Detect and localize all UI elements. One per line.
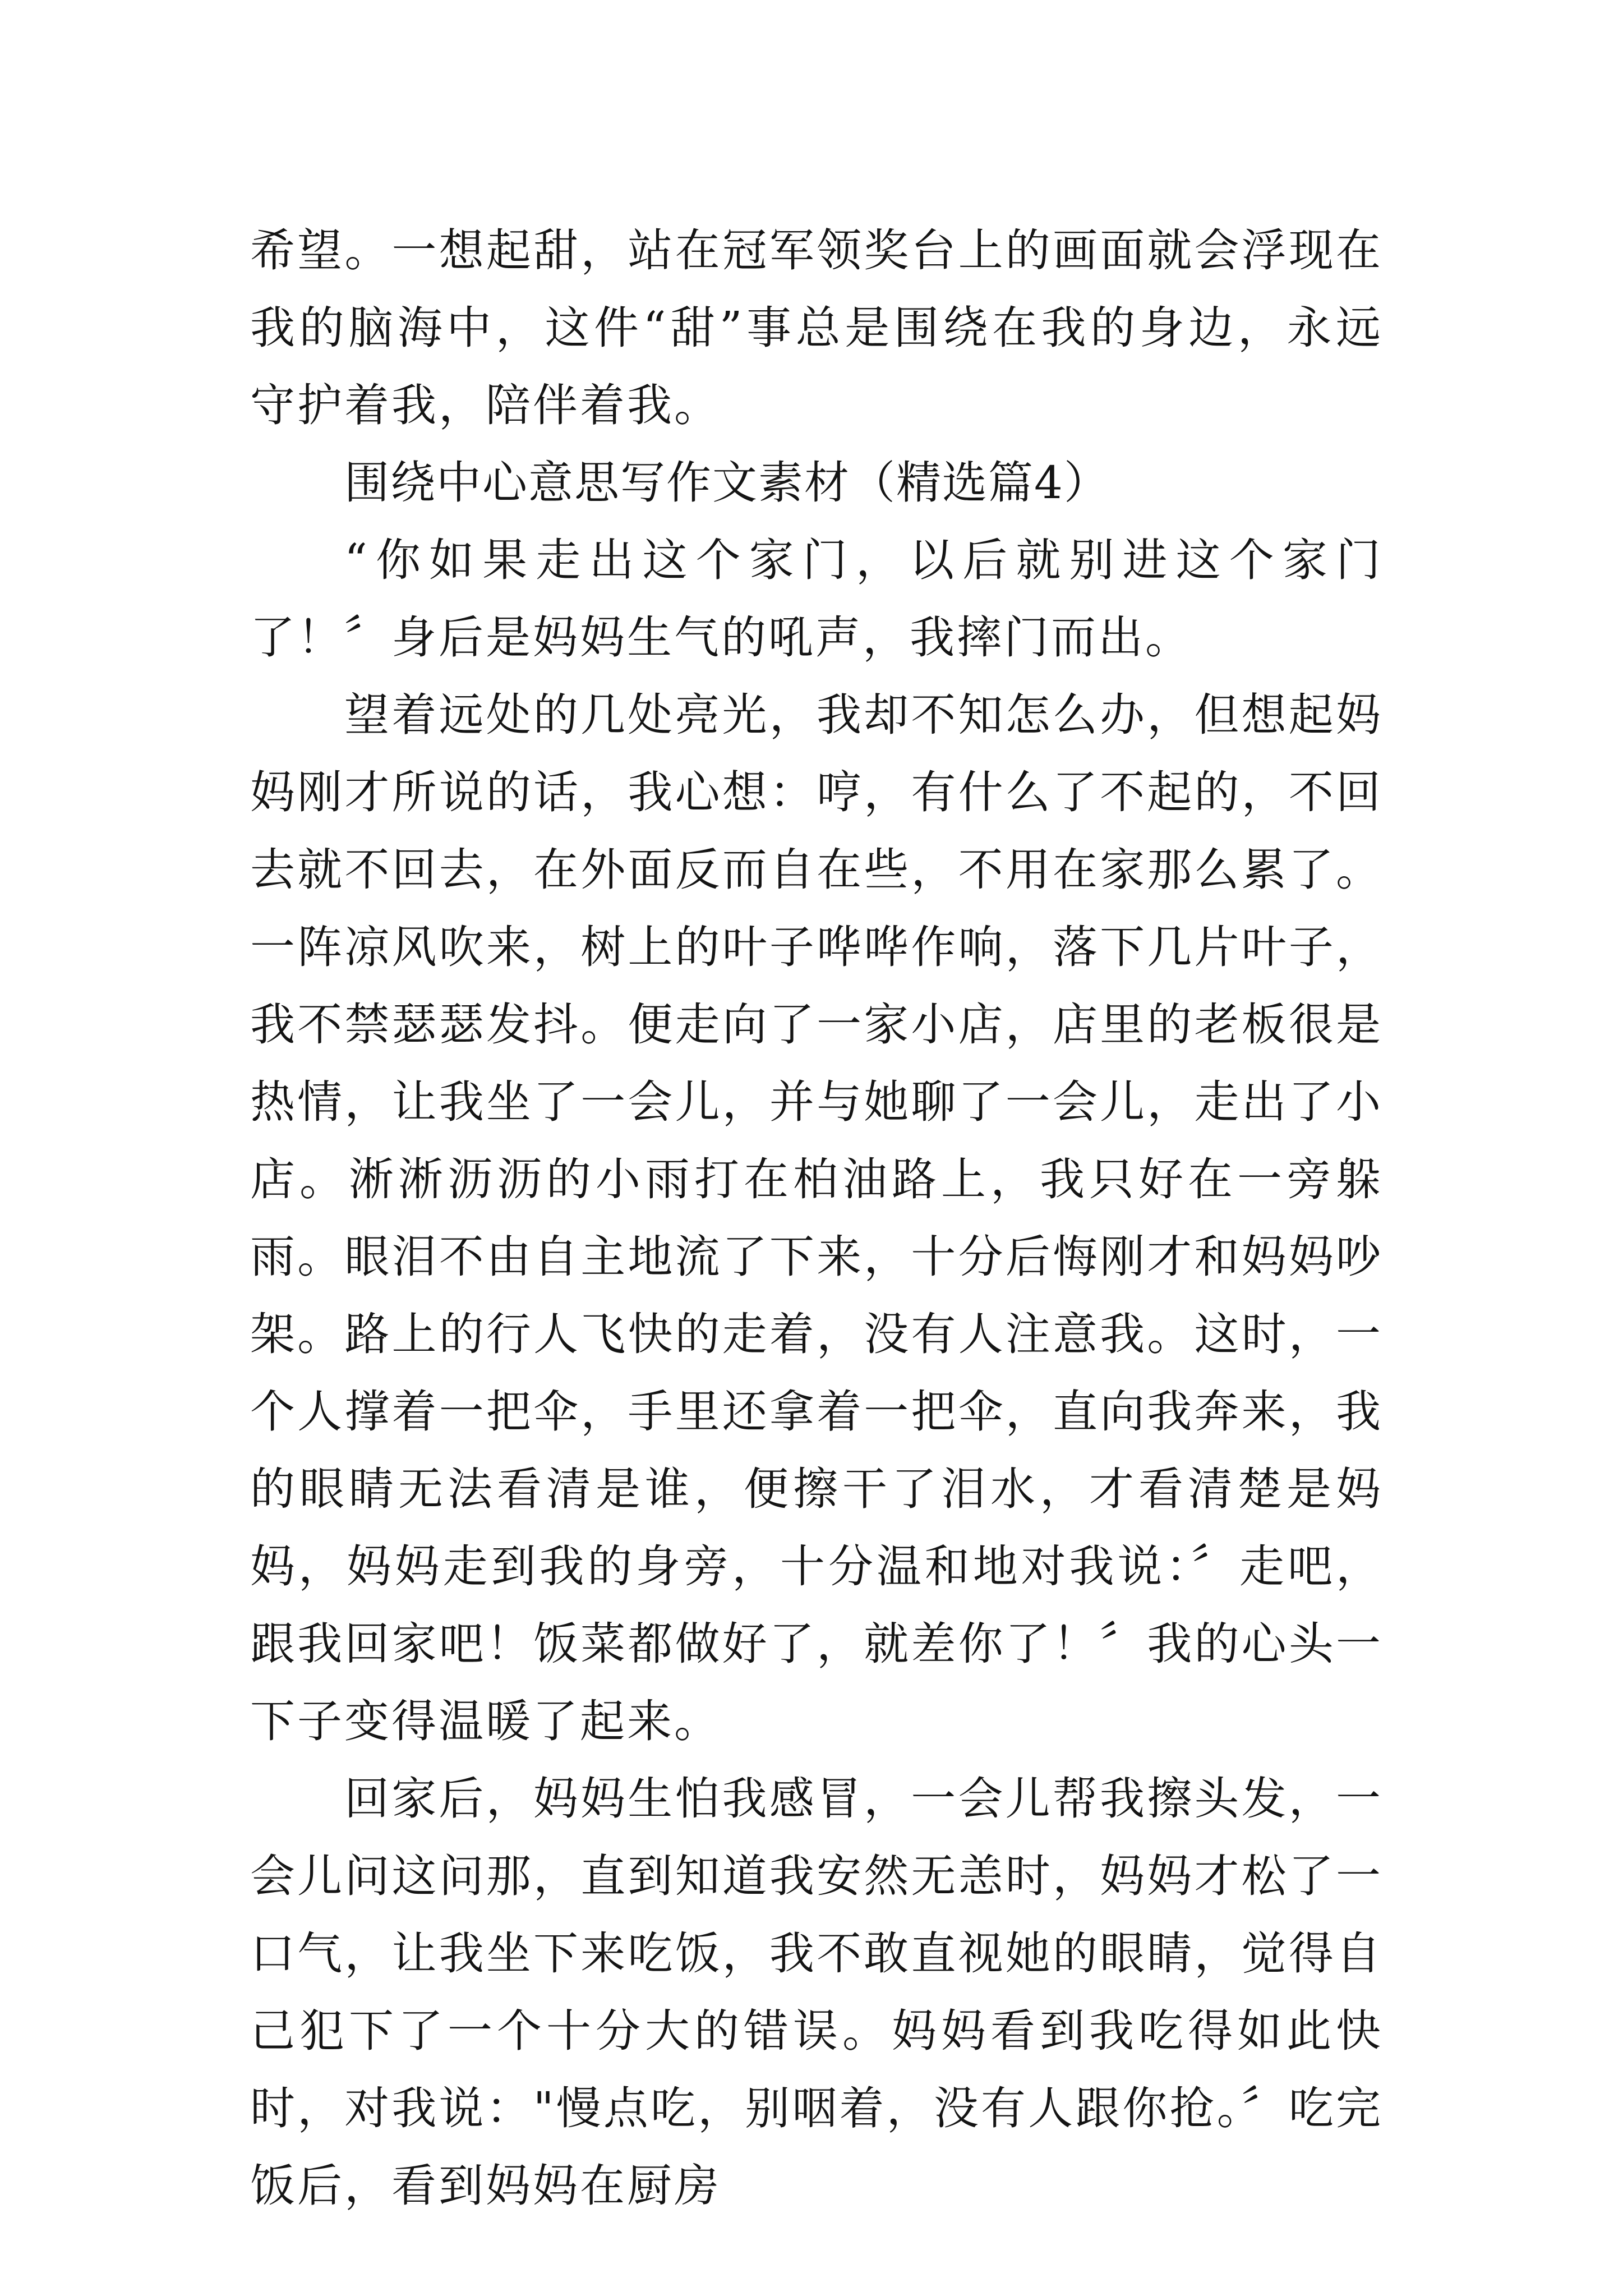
section-heading: 围绕中心意思写作文素材（精选篇4） bbox=[344, 457, 1110, 509]
paragraph-story: 望着远处的几处亮光，我却不知怎么办，但想起妈妈刚才所说的话，我心想：哼，有什么了不起的，不回去就不回去，在外面反而自在些，不用在家那么累了。一阵凉风吹来，树上的叶子哗哗作响，落下几片叶子，我不禁瑟瑟发抖。便走向了一家小店，店里的老板很是热情，让我坐了一会儿，并与她聊了一会儿，走出了小店。淅淅沥沥的小雨打在柏油路上，我只好在一旁躲雨。眼泪不由自主地流了下来，十分后悔刚才和妈妈吵架。路上的行人飞快的走着，没有人注意我。这时，一个人撑着一把伞，手里还拿着一把伞，直向我奔来，我的眼睛无法看清是谁，便擦干了泪水，才看清楚是妈妈，妈妈走到我的身旁，十分温和地对我说：〞走吧，跟我回家吧！饭菜都做好了，就差你了！〞我的心头一下子变得温暖了起来。 bbox=[250, 689, 1383, 1747]
paragraph-continuation: 希望。一想起甜，站在冠军领奖台上的画面就会浮现在我的脑海中，这件“甜”事总是围绕在我的身边，永远守护着我，陪伴着我。 bbox=[250, 224, 1383, 431]
document-body bbox=[250, 212, 1383, 2225]
paragraph-home: 回家后，妈妈生怕我感冒，一会儿帮我擦头发，一会儿问这问那，直到知道我安然无恙时，妈妈才松了一口气，让我坐下来吃饭，我不敢直视她的眼睛，觉得自己犯下了一个十分大的错误。妈妈看到我吃得如此快时，对我说："慢点吃，别咽着，没有人跟你抢。〞吃完饭后，看到妈妈在厨房 bbox=[250, 1773, 1383, 2212]
paragraph-quote: “你如果走出这个家门，以后就别进这个家门了！〞身后是妈妈生气的吼声，我摔门而出。 bbox=[250, 534, 1383, 664]
